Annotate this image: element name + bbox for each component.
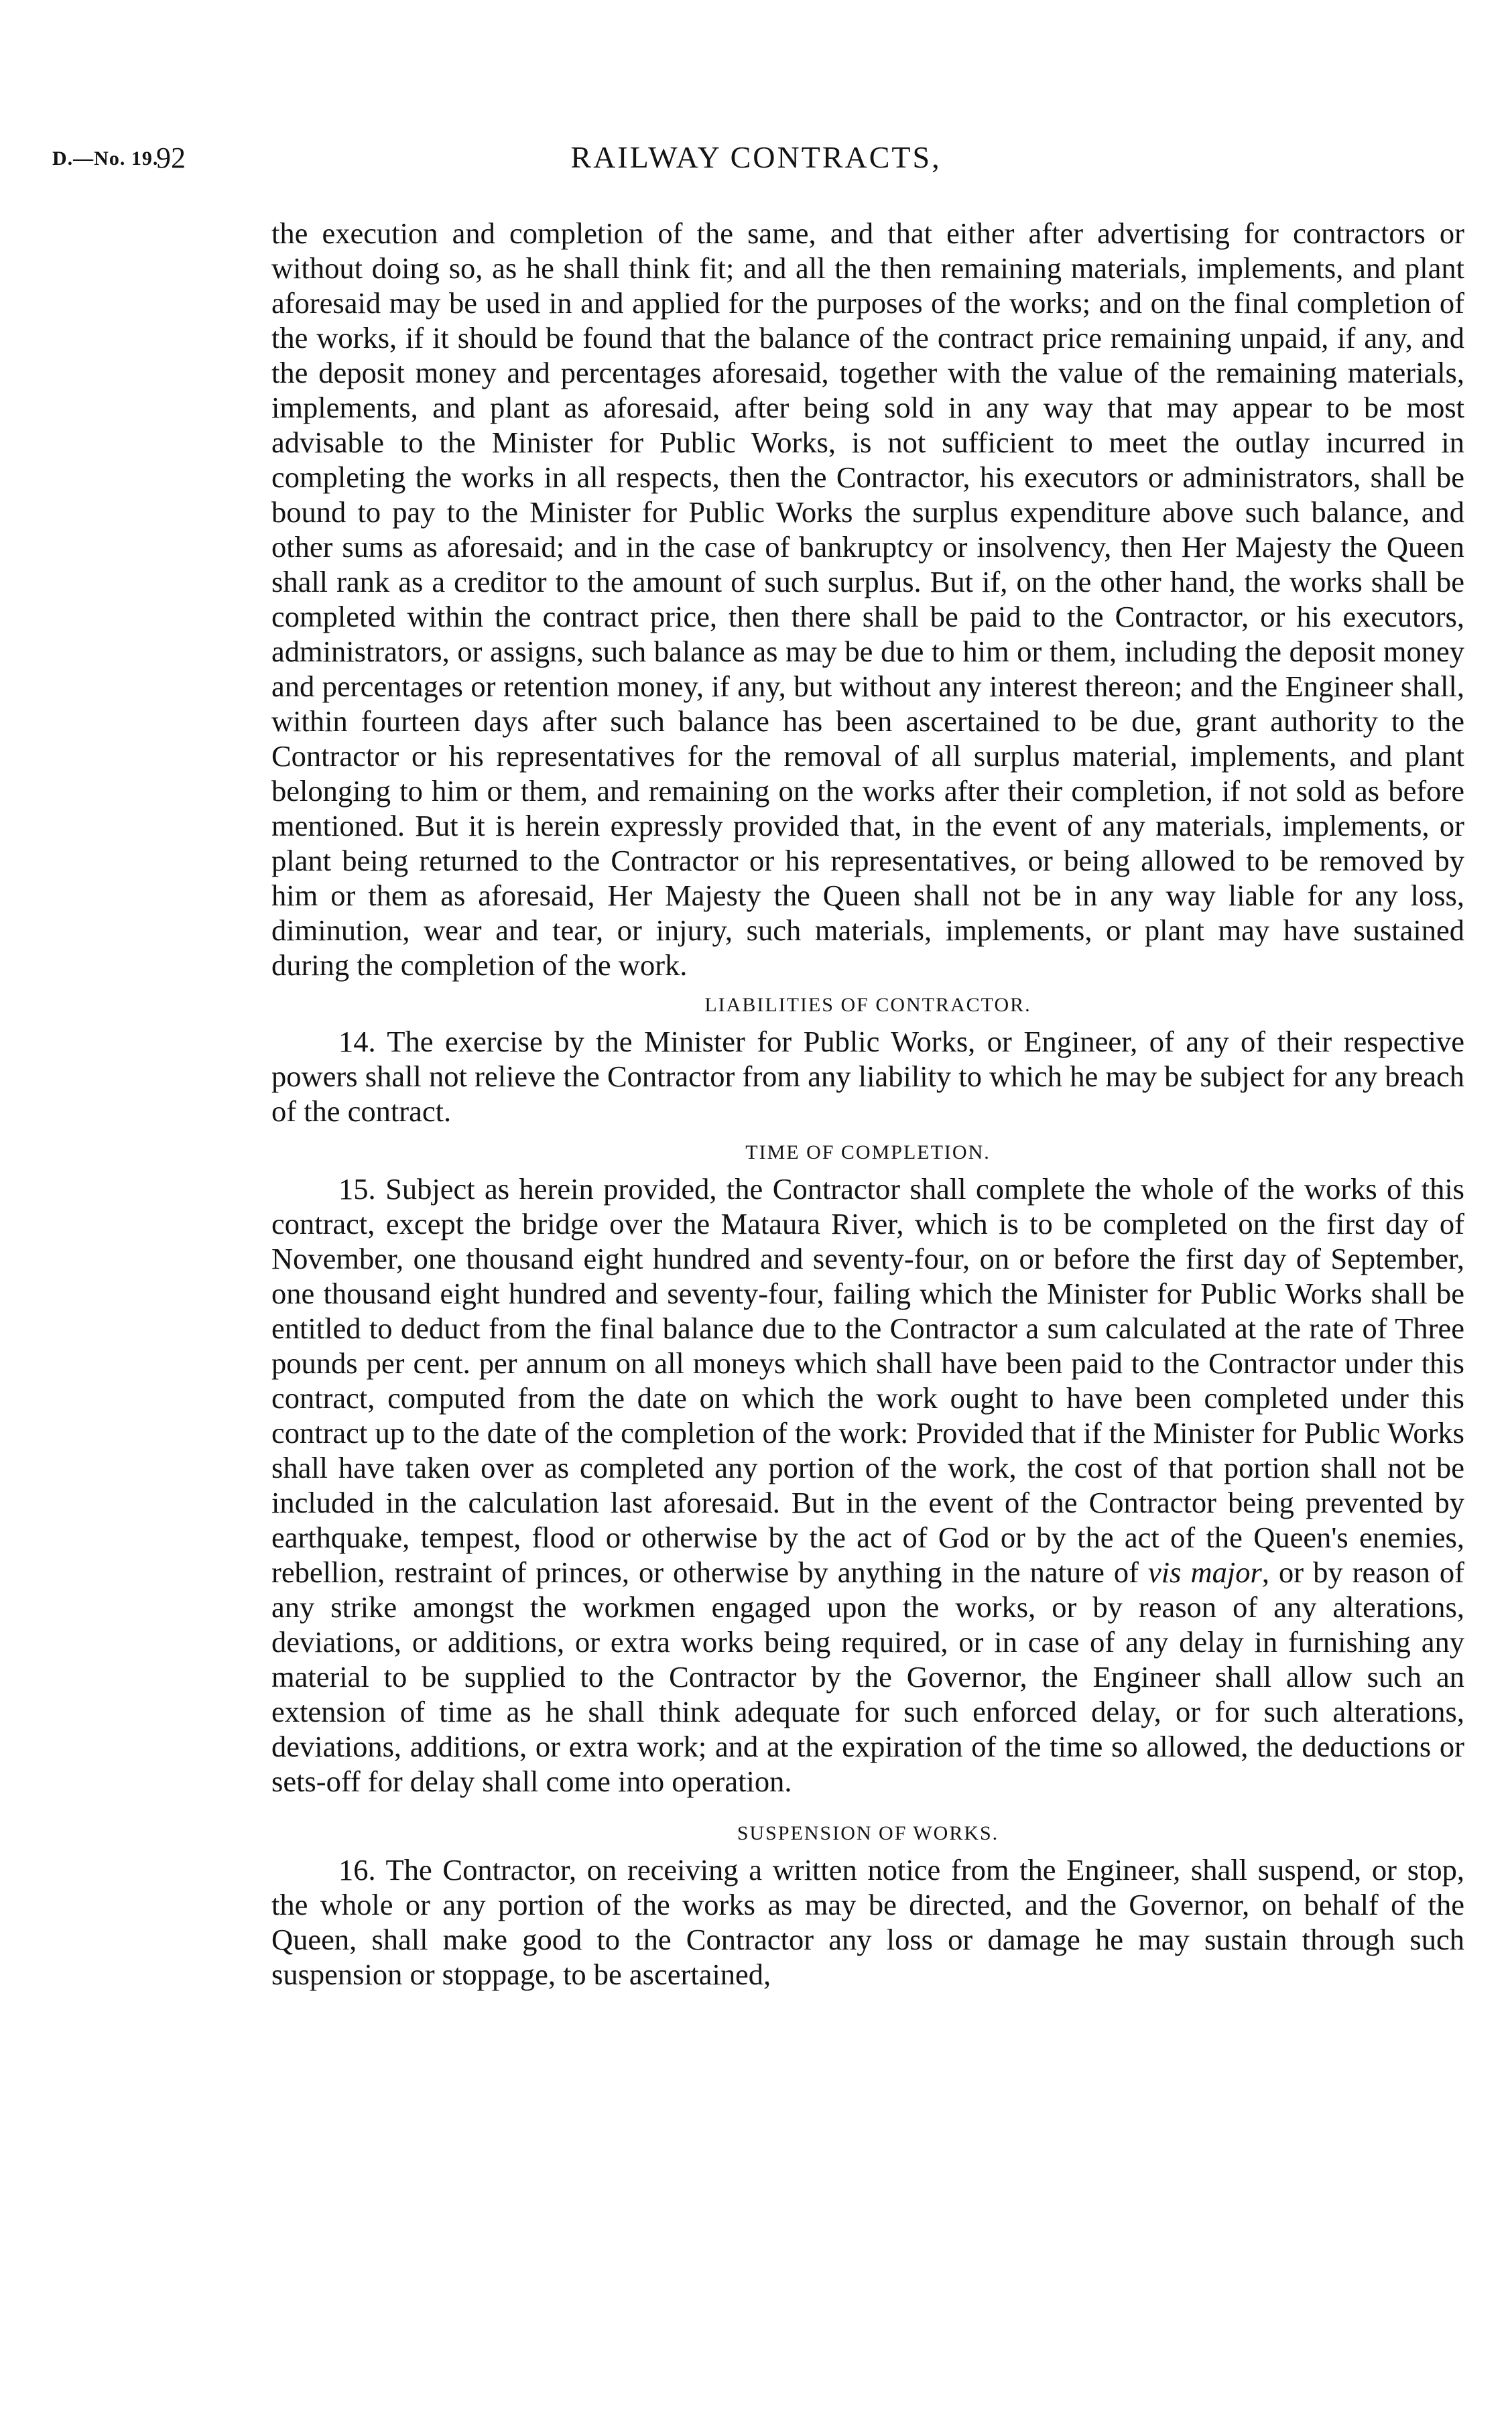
document-reference: D.—No. 19. (52, 147, 159, 170)
clause-15-text-part-2: , or by reason of any strike amongst the workmen engaged upon the works, or by reason of any alterations, deviations, or additions, or extra works being required, or in case of any delay in furnishing any material to be supplied to the Contractor by the Governor, the Engineer shall allow such an extension of time as he shall think adequate for such enforced delay, or for such alterations, deviations, additions, or extra work; and at the expiration of the time so allowed, the deductions or sets-off for delay shall come into operation. (271, 1555, 1464, 1798)
section-heading-suspension: SUSPENSION OF WORKS. (737, 1822, 999, 1844)
section-heading-time-of-completion: TIME OF COMPLETION. (745, 1141, 991, 1163)
continuation-paragraph: the execution and completion of the same, and that either after advertising for contractors or without doing so, as he shall think fit; and all the then remaining materials, implements, and plant aforesaid may be used in and applied for the purposes of the works; and on the final completion of the works, if it should be found that the balance of the contract price remaining unpaid, if any, and the deposit money and percentages aforesaid, together with the value of the remaining materials, implements, and plant as aforesaid, after being sold in any way that may appear to be most advisable to the Minister for Public Works, is not sufficient to meet the outlay incurred in completing the works in all respects, then the Contractor, his executors or administrators, shall be bound to pay to the Minister for Public Works the surplus expenditure above such balance, and other sums as aforesaid; and in the case of bankruptcy or insolvency, then Her Majesty the Queen shall rank as a creditor to the amount of such surplus. But if, on the other hand, the works shall be completed within the contract price, then there shall be paid to the Contractor, or his executors, administrators, or assigns, such balance as may be due to him or them, including the deposit money and percentages or retention money, if any, but without any interest thereon; and the Engineer shall, within fourteen days after such balance has been ascertained to be due, grant authority to the Contractor or his representatives for the removal of all surplus material, implements, and plant belonging to him or them, and remaining on the works after their completion, if not sold as before mentioned. But it is herein expressly provided that, in the event of any materials, implements, or plant being returned to the Contractor or his representatives, or being allowed to be removed by him or them as aforesaid, Her Majesty the Queen shall not be in any way liable for any loss, diminution, wear and tear, or injury, such materials, implements, or plant may have sustained during the completion of the work. (271, 216, 1464, 982)
clause-16-paragraph: 16. The Contractor, on receiving a written notice from the Engineer, shall suspend, or stop, the whole or any portion of the works as may be directed, and the Governor, on behalf of the Queen, shall make good to the Contractor any loss or damage he may sustain through such suspension or stoppage, to be ascertained, (271, 1853, 1464, 1991)
section-heading-liabilities: LIABILITIES OF CONTRACTOR. (704, 994, 1031, 1016)
page-number: 92 (156, 141, 186, 174)
body-text (271, 216, 1464, 1992)
clause-14-paragraph: 14. The exercise by the Minister for Public Works, or Engineer, of any of their respective powers shall not relieve the Contractor from any liability to which he may be subject for any breach of the contract. (271, 1025, 1464, 1128)
clause-15-italic-term: vis major (1148, 1555, 1262, 1589)
clause-15-paragraph (271, 1171, 1464, 1799)
running-title: RAILWAY CONTRACTS, (570, 140, 942, 174)
clause-15-text-part-1: 15. Subject as herein provided, the Contractor shall complete the whole of the works of this contract, except the bridge over the Mataura River, which is to be completed on the first day of November, one thousand eight hundred and seventy-four, on or before the first day of September, one thousand eight hundred and seventy-four, failing which the Minister for Public Works shall be entitled to deduct from the final balance due to the Contractor a sum calculated at the rate of Three pounds per cent. per annum on all moneys which shall have been paid to the Contractor under this contract, computed from the date on which the work ought to have been completed under this contract up to the date of the completion of the work: Provided that if the Minister for Public Works shall have taken over as completed any portion of the work, the cost of that portion shall not be included in the calculation last aforesaid. But in the event of the Contractor being prevented by earthquake, tempest, flood or otherwise by the act of God or by the act of the Queen's enemies, rebellion, restraint of princes, or otherwise by anything in the nature of (271, 1172, 1464, 1589)
page-header (52, 139, 1460, 180)
